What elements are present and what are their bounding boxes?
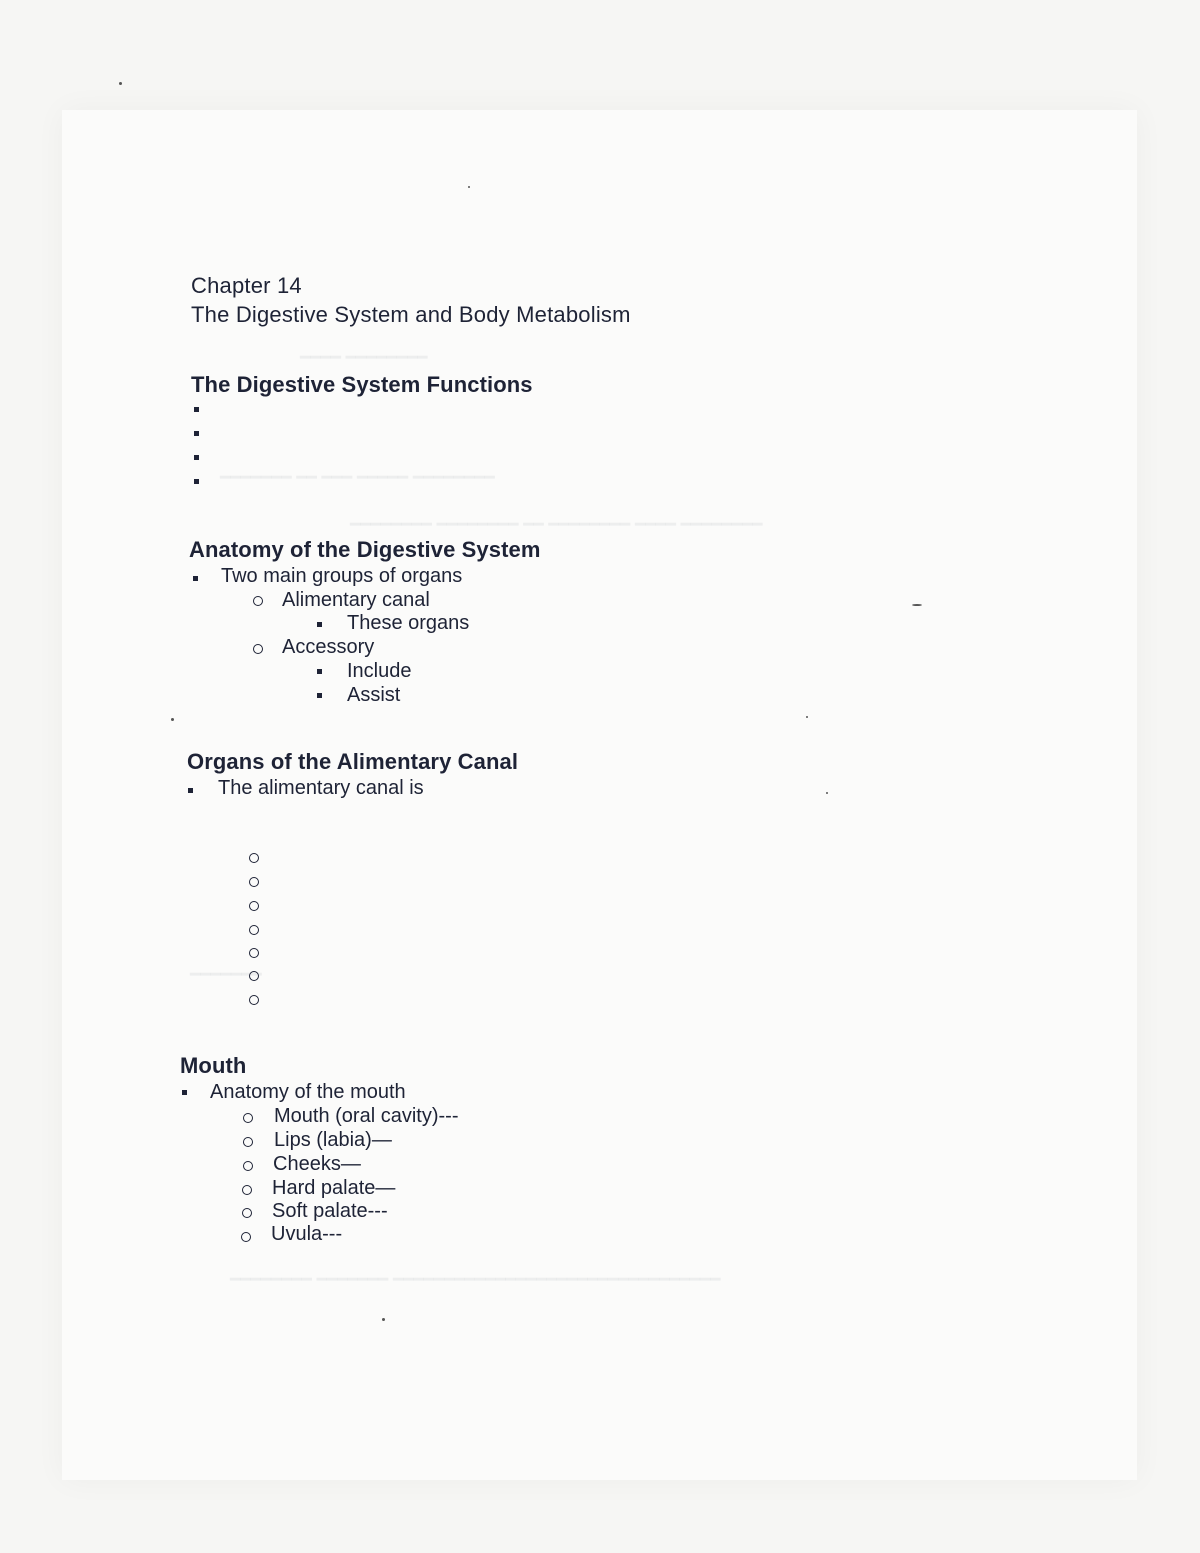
bullet: [317, 693, 322, 698]
sub-bullet: [249, 877, 259, 887]
mouth-item: Anatomy of the mouth: [210, 1081, 406, 1103]
sub-bullet: [249, 971, 259, 981]
chapter-subtitle: The Digestive System and Body Metabolism: [191, 302, 631, 327]
mouth-part: Soft palate---: [272, 1200, 388, 1222]
sub-bullet: [249, 925, 259, 935]
mouth-part: Uvula---: [271, 1223, 343, 1245]
section-title-anatomy: Anatomy of the Digestive System: [189, 537, 541, 562]
sub-bullet: [241, 1232, 251, 1242]
sub-bullet: [249, 948, 259, 958]
bleed-through-text: ━━━━━━━: [190, 965, 262, 984]
sub-bullet: [249, 853, 259, 863]
sub-bullet: [242, 1208, 252, 1218]
assist-item: Assist: [347, 684, 401, 706]
mouth-part: Hard palate—: [272, 1177, 396, 1199]
bleed-through-text: ━━━━━━━ ━━ ━━━ ━━━━━ ━━━━━━━━: [220, 468, 495, 487]
sub-bullet: [243, 1113, 253, 1123]
section-title-functions: The Digestive System Functions: [191, 372, 533, 397]
mouth-part: Cheeks—: [273, 1153, 361, 1175]
sub-bullet: [243, 1137, 253, 1147]
include-item: Include: [347, 660, 412, 682]
alimentary-canal-item: Alimentary canal: [282, 589, 430, 611]
sub-bullet: [249, 901, 259, 911]
bullet: [182, 1090, 187, 1095]
mouth-part: Lips (labia)—: [274, 1129, 392, 1151]
organs-item: The alimentary canal is: [218, 777, 424, 799]
bullet: [194, 479, 199, 484]
sub-bullet: [242, 1185, 252, 1195]
chapter-title: Chapter 14: [191, 273, 302, 298]
bullet: [194, 431, 199, 436]
accessory-item: Accessory: [282, 636, 375, 658]
bullet: [193, 576, 198, 581]
bullet: [194, 407, 199, 412]
section-title-organs: Organs of the Alimentary Canal: [187, 749, 519, 774]
bullet: [317, 669, 322, 674]
these-organs-item: These organs: [347, 612, 470, 634]
sub-bullet: [253, 644, 263, 654]
bleed-through-text: ━━━━━━━━ ━━━━━━━ ━━━━━━━━━━━━━━━━━━━━━━━━━━━━━━━━: [230, 1270, 721, 1289]
bleed-through-text: ━━━━ ━━━━━━━━: [300, 348, 428, 367]
section-title-mouth: Mouth: [180, 1053, 247, 1078]
bullet: [194, 455, 199, 460]
sub-bullet: [249, 995, 259, 1005]
anatomy-item: Two main groups of organs: [221, 565, 463, 587]
bullet: [188, 788, 193, 793]
sub-bullet: [253, 596, 263, 606]
bleed-through-text: ━━━━━━━━ ━━━━━━━━ ━━ ━━━━━━━━ ━━━━ ━━━━━━━━: [350, 515, 763, 534]
mouth-part: Mouth (oral cavity)---: [274, 1105, 459, 1127]
bullet: [317, 622, 322, 627]
sub-bullet: [243, 1161, 253, 1171]
